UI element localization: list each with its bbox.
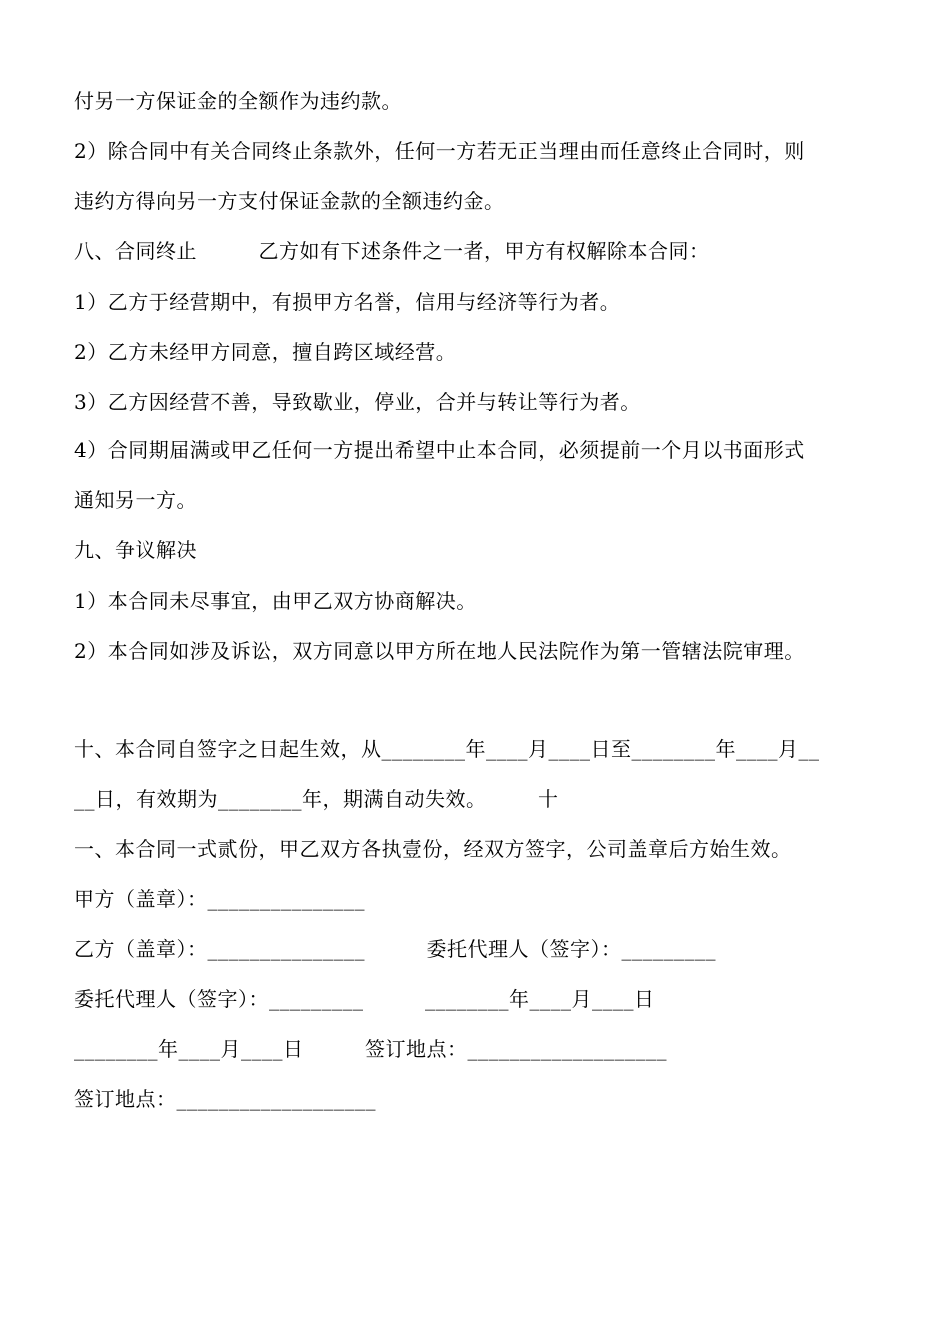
text-line: 一、本合同一式贰份，甲乙双方各执壹份，经双方签字，公司盖章后方始生效。 — [74, 837, 792, 861]
text-line: 2）本合同如涉及诉讼，双方同意以甲方所在地人民法院作为第一管辖法院审理。 — [74, 639, 805, 663]
signature-date-place: ________年____月____日 签订地点：___________________ — [74, 1037, 667, 1061]
section-heading-effective: 十、本合同自签字之日起生效，从________年____月____日至________年____月__ — [74, 737, 820, 761]
text-line: 付另一方保证金的全额作为违约款。 — [74, 89, 402, 113]
text-line: 1）乙方于经营期中，有损甲方名誉，信用与经济等行为者。 — [74, 290, 621, 314]
section-heading-termination: 八、合同终止 乙方如有下述条件之一者，甲方有权解除本合同： — [74, 239, 710, 263]
signature-party-a: 甲方（盖章）：_______________ — [74, 887, 365, 911]
signature-agent-date: 委托代理人（签字）：_________ ________年____月____日 — [74, 987, 655, 1011]
signature-party-b: 乙方（盖章）：_______________ 委托代理人（签字）：_________ — [74, 937, 716, 961]
text-line: __日，有效期为________年，期满自动失效。 十 — [74, 787, 559, 811]
section-heading-dispute: 九、争议解决 — [74, 538, 197, 562]
text-line: 3）乙方因经营不善，导致歇业，停业，合并与转让等行为者。 — [74, 390, 641, 414]
text-line: 1）本合同未尽事宜，由甲乙双方协商解决。 — [74, 589, 477, 613]
text-line: 2）乙方未经甲方同意，擅自跨区域经营。 — [74, 340, 457, 364]
text-line: 通知另一方。 — [74, 488, 197, 512]
text-line: 违约方得向另一方支付保证金款的全额违约金。 — [74, 189, 505, 213]
text-line: 4）合同期届满或甲乙任何一方提出希望中止本合同，必须提前一个月以书面形式 — [74, 438, 805, 462]
signature-place: 签订地点：___________________ — [74, 1087, 376, 1111]
text-line: 2）除合同中有关合同终止条款外，任何一方若无正当理由而任意终止合同时，则 — [74, 139, 805, 163]
